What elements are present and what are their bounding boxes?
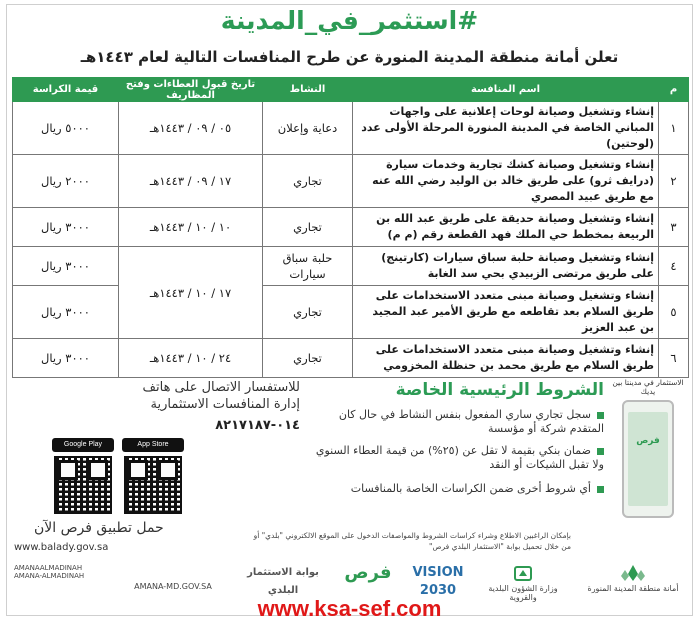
bullet-icon [597,486,604,493]
header-num: م [659,78,689,102]
bullet-icon [597,448,604,455]
table-row [13,247,689,286]
row-num: ٣ [659,208,689,247]
table-header-row [13,78,689,102]
row-date: ١٧ / ١٠ / ١٤٤٣هـ [119,247,263,339]
social-accounts [14,564,118,600]
terms-block [312,378,608,544]
ministry-emblem-icon [513,564,533,582]
row-price: ٣٠٠٠ ريال [13,208,119,247]
social-handle[interactable]: AMANAALMADINAH [14,564,83,572]
phone-screen-label: فرص [636,436,660,446]
row-activity: حلبة سباق سيارات [263,247,353,286]
row-date: ١٧ / ٠٩ / ١٤٤٣هـ [119,155,263,208]
row-activity: دعاية وإعلان [263,102,353,155]
hashtag-title: #استثمر_في_المدينة [220,6,479,35]
ministry-logo-text: وزارة الشؤون البلدية والقروية [488,584,558,602]
amana-logo-text: أمانة منطقة المدينة المنورة [587,584,679,593]
terms-item [314,444,604,472]
table-row [13,208,689,247]
table-row [13,102,689,155]
terms-item-text: سجل تجاري ساري المفعول بنفس النشاط في حال كان المتقدم شركة أو مؤسسة [338,408,604,435]
vision-logo-text: VISION 2030 [412,565,464,598]
row-name: إنشاء وتشغيل وصيانة مبنى متعدد الاستخدامات على طريق السلام مع طريق محمد بن حنظلة المخزومي [353,339,659,378]
announcement-subtitle: تعلن أمانة منطقة المدينة المنورة عن طرح المنافسات التالية لعام ١٤٤٣هـ [80,48,619,66]
portal-logo [233,564,333,600]
terms-title: الشروط الرئيسية الخاصة [395,380,604,400]
row-price: ٣٠٠٠ ريال [13,339,119,378]
table-row [13,286,689,339]
row-name: إنشاء وتشغيل وصيانة حلبة سباق سيارات (كارتينج) على طريق مرتضى الزبيدي بحي سد الغابة [353,247,659,286]
header-date: تاريخ قبول العطاءات وفتح المظاريف [119,78,263,102]
terms-item [314,482,604,496]
portal-logo-text: بوابة الاستثمار البلدي [247,567,319,596]
terms-item-text: أي شروط أخرى ضمن الكراسات الخاصة بالمنافسات [350,482,591,495]
contact-block [12,378,302,544]
row-date: ٢٤ / ١٠ / ١٤٤٣هـ [119,339,263,378]
tenders-table [12,77,689,378]
amana-site-link[interactable]: AMANA-MD.GOV.SA [134,582,212,591]
vision-logo [408,564,468,600]
google-play-block[interactable] [52,438,114,514]
terms-item-text: ضمان بنكي بقيمة لا تقل عن (٢٥%) من قيمة العطاء السنوي ولا تقبل الشيكات أو النقد [315,444,604,471]
row-date: ٠٥ / ٠٩ / ١٤٤٣هـ [119,102,263,155]
qr-code-icon[interactable] [54,456,112,514]
row-activity: تجاري [263,286,353,339]
header-name: اسم المنافسة [353,78,659,102]
row-activity: تجاري [263,208,353,247]
table-row [13,339,689,378]
ministry-logo [478,564,568,600]
phone-screen [628,412,668,506]
row-price: ٥٠٠٠ ريال [13,102,119,155]
furas-logo [338,564,398,600]
phone-promo [608,378,688,544]
qr-code-icon[interactable] [124,456,182,514]
phone-mockup-icon [622,400,674,518]
header-activity: النشاط [263,78,353,102]
row-activity: تجاري [263,339,353,378]
app-store-badge[interactable]: App Store [122,438,184,452]
row-price: ٣٠٠٠ ريال [13,286,119,339]
row-price: ٣٠٠٠ ريال [13,247,119,286]
contact-line: للاستفسار الاتصال على هاتف [142,380,300,395]
row-name: إنشاء وتشغيل وصيانة لوحات إعلانية على واجهات المباني الخاصة في المدينة المنورة المرحلة الأولى عدد (لوحتين) [353,102,659,155]
row-activity: تجاري [263,155,353,208]
row-name: إنشاء وتشغيل وصيانة مبنى متعدد الاستخدامات على طريق السلام بعد تقاطعه مع طريق الأمير عبد المجيد بن عبد العزيز [353,286,659,339]
row-name: إنشاء وتشغيل وصيانة حديقة على طريق عبد الله بن الربيعة بمخطط حي الملك فهد القطعة رقم (م م) [353,208,659,247]
social-handle[interactable]: AMANA-ALMADINAH [14,572,85,580]
phone-promo-header: الاستثمار في مدينتا بين يديك [612,378,684,396]
logos-strip [12,564,688,600]
balady-website-link[interactable]: www.balady.gov.sa [14,542,109,553]
terms-item [314,408,604,436]
google-play-badge[interactable]: Google Play [52,438,114,452]
app-store-block[interactable] [122,438,184,514]
contact-department: إدارة المنافسات الاستثمارية [150,397,300,412]
row-name: إنشاء وتشغيل وصيانة كشك تجارية وخدمات سيارة (درايف ثرو) على طريق خالد بن الوليد رضي الله عنه مع طريق عبيد المصري [353,155,659,208]
row-price: ٢٠٠٠ ريال [13,155,119,208]
amana-emblem-icon [620,564,646,582]
row-num: ١ [659,102,689,155]
table-row [13,155,689,208]
purchase-note: بإمكان الراغبين الاطلاع وشراء كراسات الشروط والمواصفات الدخول على الموقع الالكتروني "بلدي" أو من خلال تحميل بوابة "الاستثمار البلدي فرص" [253,531,571,551]
header-price: قيمة الكراسة [13,78,119,102]
lower-section [12,378,688,544]
row-date: ١٠ / ١٠ / ١٤٤٣هـ [119,208,263,247]
row-num: ٤ [659,247,689,286]
bullet-icon [597,412,604,419]
row-num: ٦ [659,339,689,378]
contact-phone[interactable]: ٠١٤-٨٢١٧١٨٧ [215,418,300,433]
app-tagline: حمل تطبيق فرص الآن [34,520,164,536]
watermark-text: www.ksa-sef.com [257,596,442,620]
row-num: ٥ [659,286,689,339]
amana-logo [578,564,688,600]
furas-logo-text: فرص [344,562,392,583]
row-num: ٢ [659,155,689,208]
